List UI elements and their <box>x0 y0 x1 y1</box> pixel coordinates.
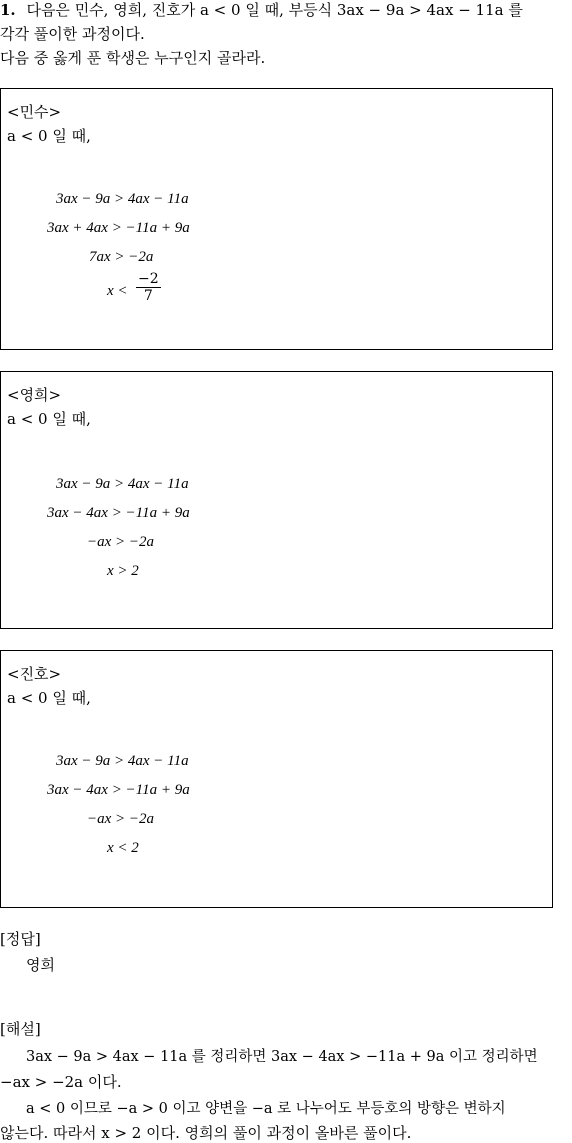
solution-box-minsu <box>0 88 553 350</box>
solution-condition: a < 0 일 때, <box>7 689 91 707</box>
equation-final-lhs: x < <box>107 283 128 299</box>
equation-step-4: x < 2 <box>107 840 139 856</box>
equation-step-1: 3ax − 9a > 4ax − 11a <box>56 753 189 769</box>
solution-box-younghee <box>0 371 553 629</box>
explanation-line-2: −ax > −2a 이다. <box>0 1073 122 1091</box>
equation-step-3: −ax > −2a <box>87 534 155 550</box>
answer-value: 영희 <box>26 956 55 974</box>
problem-statement-line-2: 각각 풀이한 과정이다. <box>0 25 145 43</box>
equation-step-1: 3ax − 9a > 4ax − 11a <box>56 476 189 492</box>
problem-text-1: 다음은 민수, 영희, 진호가 a < 0 일 때, 부등식 3ax − 9a > 4ax − 11a 를 <box>26 1 523 19</box>
explanation-line-1: 3ax − 9a > 4ax − 11a 를 정리하면 3ax − 4ax > −11a + 9a 이고 정리하면 <box>26 1049 538 1065</box>
explanation-line-4: 않는다. 따라서 x > 2 이다. 영희의 풀이 과정이 올바른 풀이다. <box>0 1124 412 1142</box>
answer-heading: [정답] <box>0 930 41 948</box>
solution-box-jinho <box>0 650 553 908</box>
solution-label: <영희> <box>7 386 62 404</box>
fraction-numerator: −2 <box>138 271 159 287</box>
solution-condition: a < 0 일 때, <box>7 127 91 145</box>
solution-label: <민수> <box>7 103 62 121</box>
fraction-denominator: 7 <box>143 288 153 304</box>
equation-step-3: 7ax > −2a <box>89 249 154 265</box>
solution-label: <진호> <box>7 665 62 683</box>
problem-number: 1. <box>0 1 16 19</box>
explanation-heading: [해설] <box>0 1020 41 1038</box>
equation-step-1: 3ax − 9a > 4ax − 11a <box>56 191 189 207</box>
equation-step-2: 3ax − 4ax > −11a + 9a <box>47 782 190 798</box>
problem-statement-line-1 <box>0 0 523 20</box>
equation-step-2: 3ax + 4ax > −11a + 9a <box>47 220 190 236</box>
problem-statement-line-3: 다음 중 옳게 푼 학생은 누구인지 골라라. <box>0 49 266 67</box>
equation-step-3: −ax > −2a <box>87 811 155 827</box>
solution-condition: a < 0 일 때, <box>7 410 91 428</box>
equation-step-4: x > 2 <box>107 563 139 579</box>
explanation-line-3: a < 0 이므로 −a > 0 이고 양변을 −a 로 나누어도 부등호의 방향은 변하지 <box>26 1101 506 1117</box>
equation-final-fraction <box>136 271 161 304</box>
equation-step-2: 3ax − 4ax > −11a + 9a <box>47 505 190 521</box>
